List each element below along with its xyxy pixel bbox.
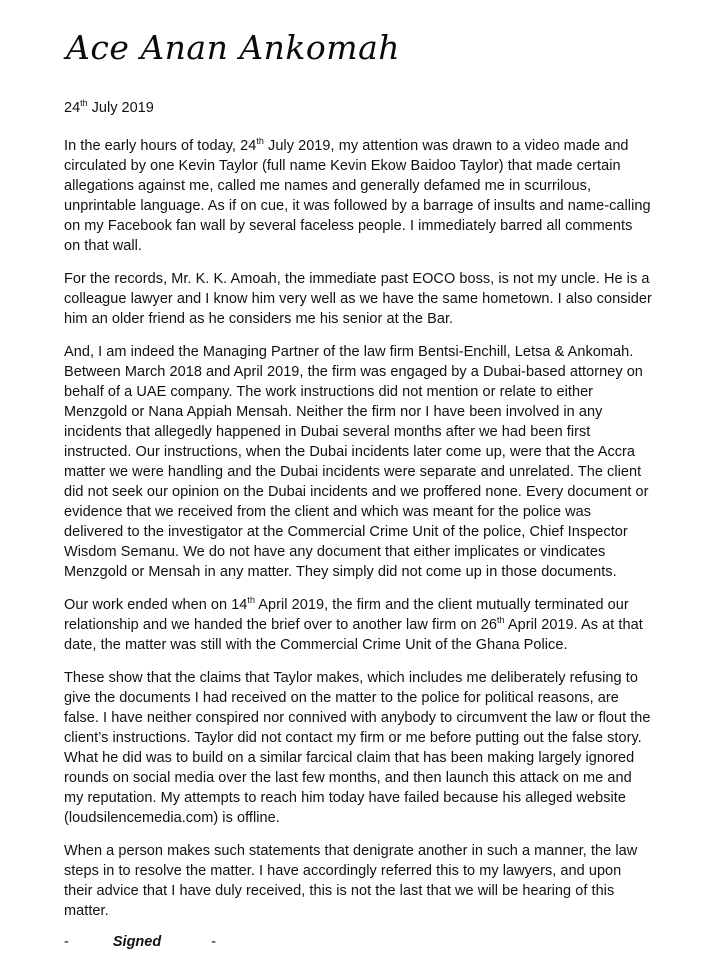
paragraph-3: And, I am indeed the Managing Partner of the law firm Bentsi-Enchill, Letsa & Ankomah. Between March 2018 and April 2019, the firm was engaged by a Dubai-based attorney on behalf of a UAE company. The work instructions did not mention or relate to either Menzgold or Nana Appiah Mensah. Neither the firm nor I have been involved in any incidents that allegedly happened in Dubai several months after we had been first instructed. Our instructions, when the Dubai incidents later come up, were that the Accra matter we were handling and the Dubai incidents were separate and unrelated. The client did not seek our opinion on the Dubai incidents and we proffered none. Every document or evidence that we received from the client and which was meant for the police was delivered to the investigator at the Commercial Crime Unit of the police, Chief Inspector Wisdom Semanu. We do not have any document that either implicates or vindicates Menzgold or Mensah in any matter. They simply did not come up in those documents. [64,344,649,580]
letterhead-name: Ace Anan Ankomah [66,28,401,67]
signature-line [64,934,216,950]
signature-dash-left: - [64,934,69,950]
signed-label: Signed [112,934,162,950]
paragraph-4: Our work ended when on 14th April 2019, the firm and the client mutually terminated our relationship and we handed the brief over to another law firm on 26th April 2019. As at that date, the matter was still with the Commercial Crime Unit of the Ghana Police. [64,595,643,653]
paragraph-5: These show that the claims that Taylor makes, which includes me deliberately refusing to give the documents I had received on the matter to the police for political reasons, are false. I have neither conspired nor connived with anybody to circumvent the law or flout the client’s instructions. Taylor did not contact my firm or me before putting out the false story. What he did was to build on a similar farcical claim that has been making largely ignored rounds on social media over the last few months, and then launch this attack on me and my reputation. My attempts to reach him today have failed because his alleged website (loudsilencemedia.com) is offline. [64,670,651,826]
paragraph-1: In the early hours of today, 24th July 2019, my attention was drawn to a video made and circulated by one Kevin Taylor (full name Kevin Ekow Baidoo Taylor) that made certain allegations against me, called me names and generally defamed me in scurrilous, unprintable language. As if on cue, it was followed by a barrage of insults and name-calling on my Facebook fan wall by several faceless people. I immediately barred all comments on that wall. [64,136,651,254]
paragraph-2: For the records, Mr. K. K. Amoah, the immediate past EOCO boss, is not my uncle. He is a colleague lawyer and I know him very well as we have the same hometown. I also consider him an older friend as he considers me his senior at the Bar. [64,271,652,327]
signature-dash-right: - [211,934,217,950]
letter-date: 24th July 2019 [64,98,154,116]
paragraph-6: When a person makes such statements that denigrate another in such a manner, the law steps in to resolve the matter. I have accordingly referred this to my lawyers, and upon their advice that I have duly received, this is not the last that we will be hearing of this matter. [64,843,638,919]
letter-body [64,136,652,934]
